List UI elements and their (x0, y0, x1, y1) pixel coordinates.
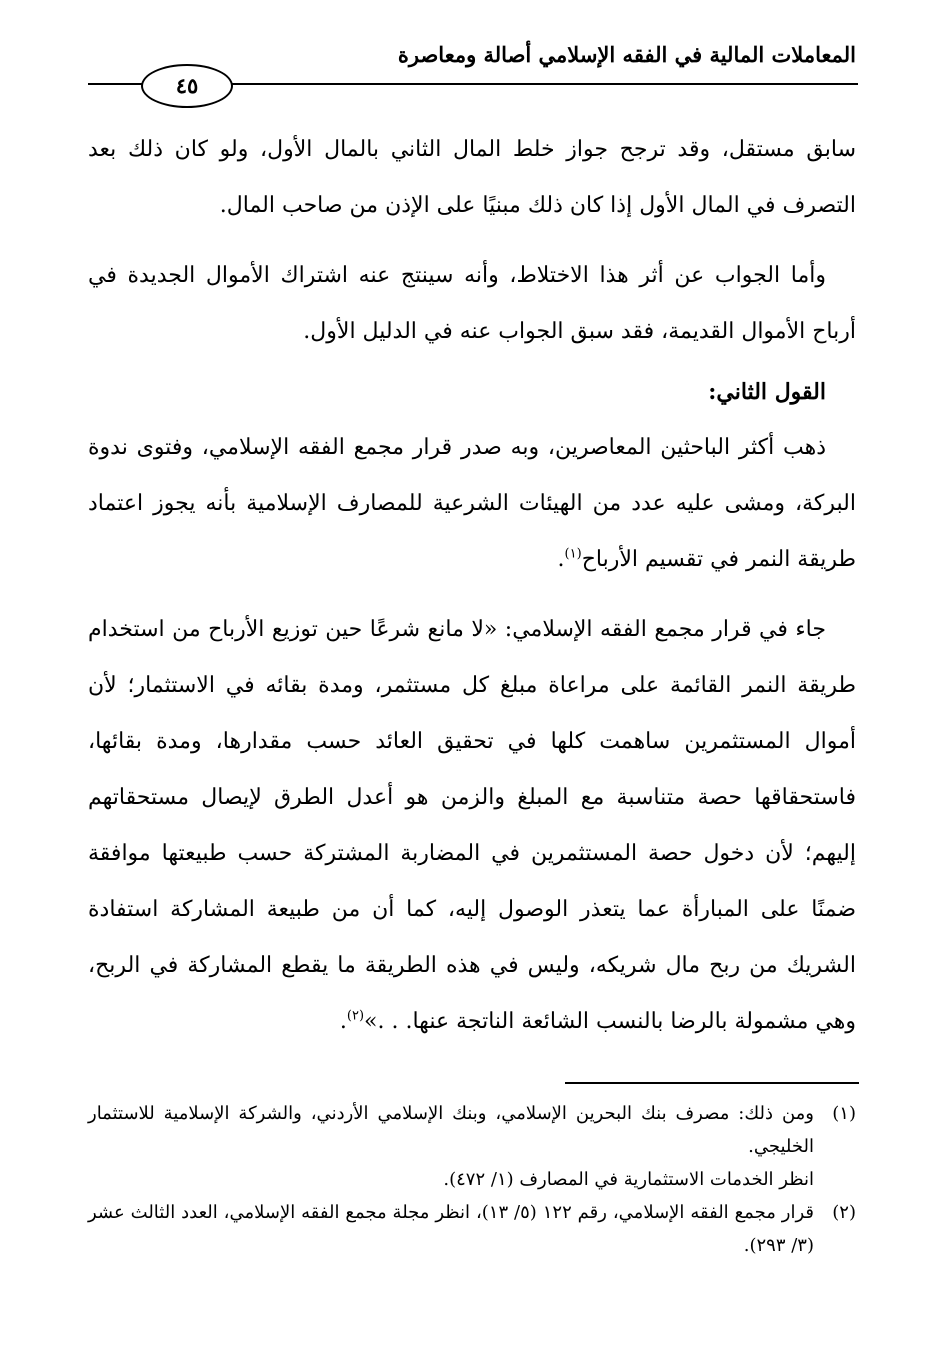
section-heading: القول الثاني: (708, 379, 826, 405)
footnote-line: قرار مجمع الفقه الإسلامي، رقم ١٢٢ (٥/ ١٣)، انظر مجلة مجمع الفقه الإسلامي، العدد الثالث عشر (٣/ ٢٩٣). (88, 1202, 814, 1256)
footnote-body (88, 1097, 814, 1196)
paragraph-end: . (557, 547, 565, 572)
quote-text: جاء في قرار مجمع الفقه الإسلامي: «لا مانع شرعًا حين توزيع الأرباح من استخدام طريقة النمر القائمة على مراعاة مبلغ كل مستثمر، ومدة بقائه في الاستثمار؛ لأن أموال المستثمرين ساهمت كلها في تحقيق العائد حسب مقدارها، ومدة بقائها، فاستحقاقها حصة متناسبة مع المبلغ والزمن هو أعدل الطرق لإيصال مستحقاتهم إليهم؛ لأن دخول حصة المستثمرين في المضاربة المشتركة حسب طبيعتها موافقة ضمنًا على المبارأة عما يتعذر الوصول إليه، كما أن من طبيعة المشاركة استفادة الشريك من ربح مال شريكه، وليس في هذه الطريقة ما يقطع المشاركة في الربح، وهي مشمولة بالرضا بالنسب الشائعة الناتجة عنها. . .» (88, 617, 857, 1034)
paragraph-continuation: سابق مستقل، وقد ترجح جواز خلط المال الثاني بالمال الأول، ولو كان ذلك بعد التصرف في المال الأول إذا كان ذلك مبنيًا على الإذن من صاحب المال. (88, 137, 856, 218)
page-number: ٤٥ (141, 64, 233, 108)
paragraph-text: ذهب أكثر الباحثين المعاصرين، وبه صدر قرار مجمع الفقه الإسلامي، وفتوى ندوة البركة، ومشى عليه عدد من الهيئات الشرعية للمصارف الإسلامية بأنه يجوز اعتماد طريقة النمر في تقسيم الأرباح (88, 435, 856, 572)
footnote-1 (88, 1097, 856, 1196)
footnote-ref-1: (١) (564, 546, 582, 562)
running-header: المعاملات المالية في الفقه الإسلامي أصالة ومعاصرة (397, 42, 856, 67)
footnote-line: انظر الخدمات الاستثمارية في المصارف (١/ ٤٧٢). (443, 1169, 814, 1190)
footnote-line: ومن ذلك: مصرف بنك البحرين الإسلامي، وبنك الإسلامي الأردني، والشركة الإسلامية للاستثمار الخليجي. (88, 1103, 814, 1157)
footnote-number: (١) (832, 1103, 856, 1124)
paragraph-second-opinion (88, 420, 856, 588)
footnote-separator (565, 1082, 859, 1084)
footnote-ref-2: (٢) (346, 1008, 365, 1024)
footnote-body (88, 1196, 814, 1262)
paragraph-quote (88, 602, 856, 1050)
footnotes (88, 1097, 856, 1262)
footnote-number: (٢) (832, 1202, 856, 1223)
paragraph-end: . (339, 1009, 347, 1034)
footnote-2 (88, 1196, 856, 1262)
paragraph-answer: وأما الجواب عن أثر هذا الاختلاط، وأنه سينتج عنه اشتراك الأموال الجديدة في أرباح الأموال القديمة، فقد سبق الجواب عنه في الدليل الأول. (88, 263, 856, 344)
body-text (88, 122, 856, 1050)
